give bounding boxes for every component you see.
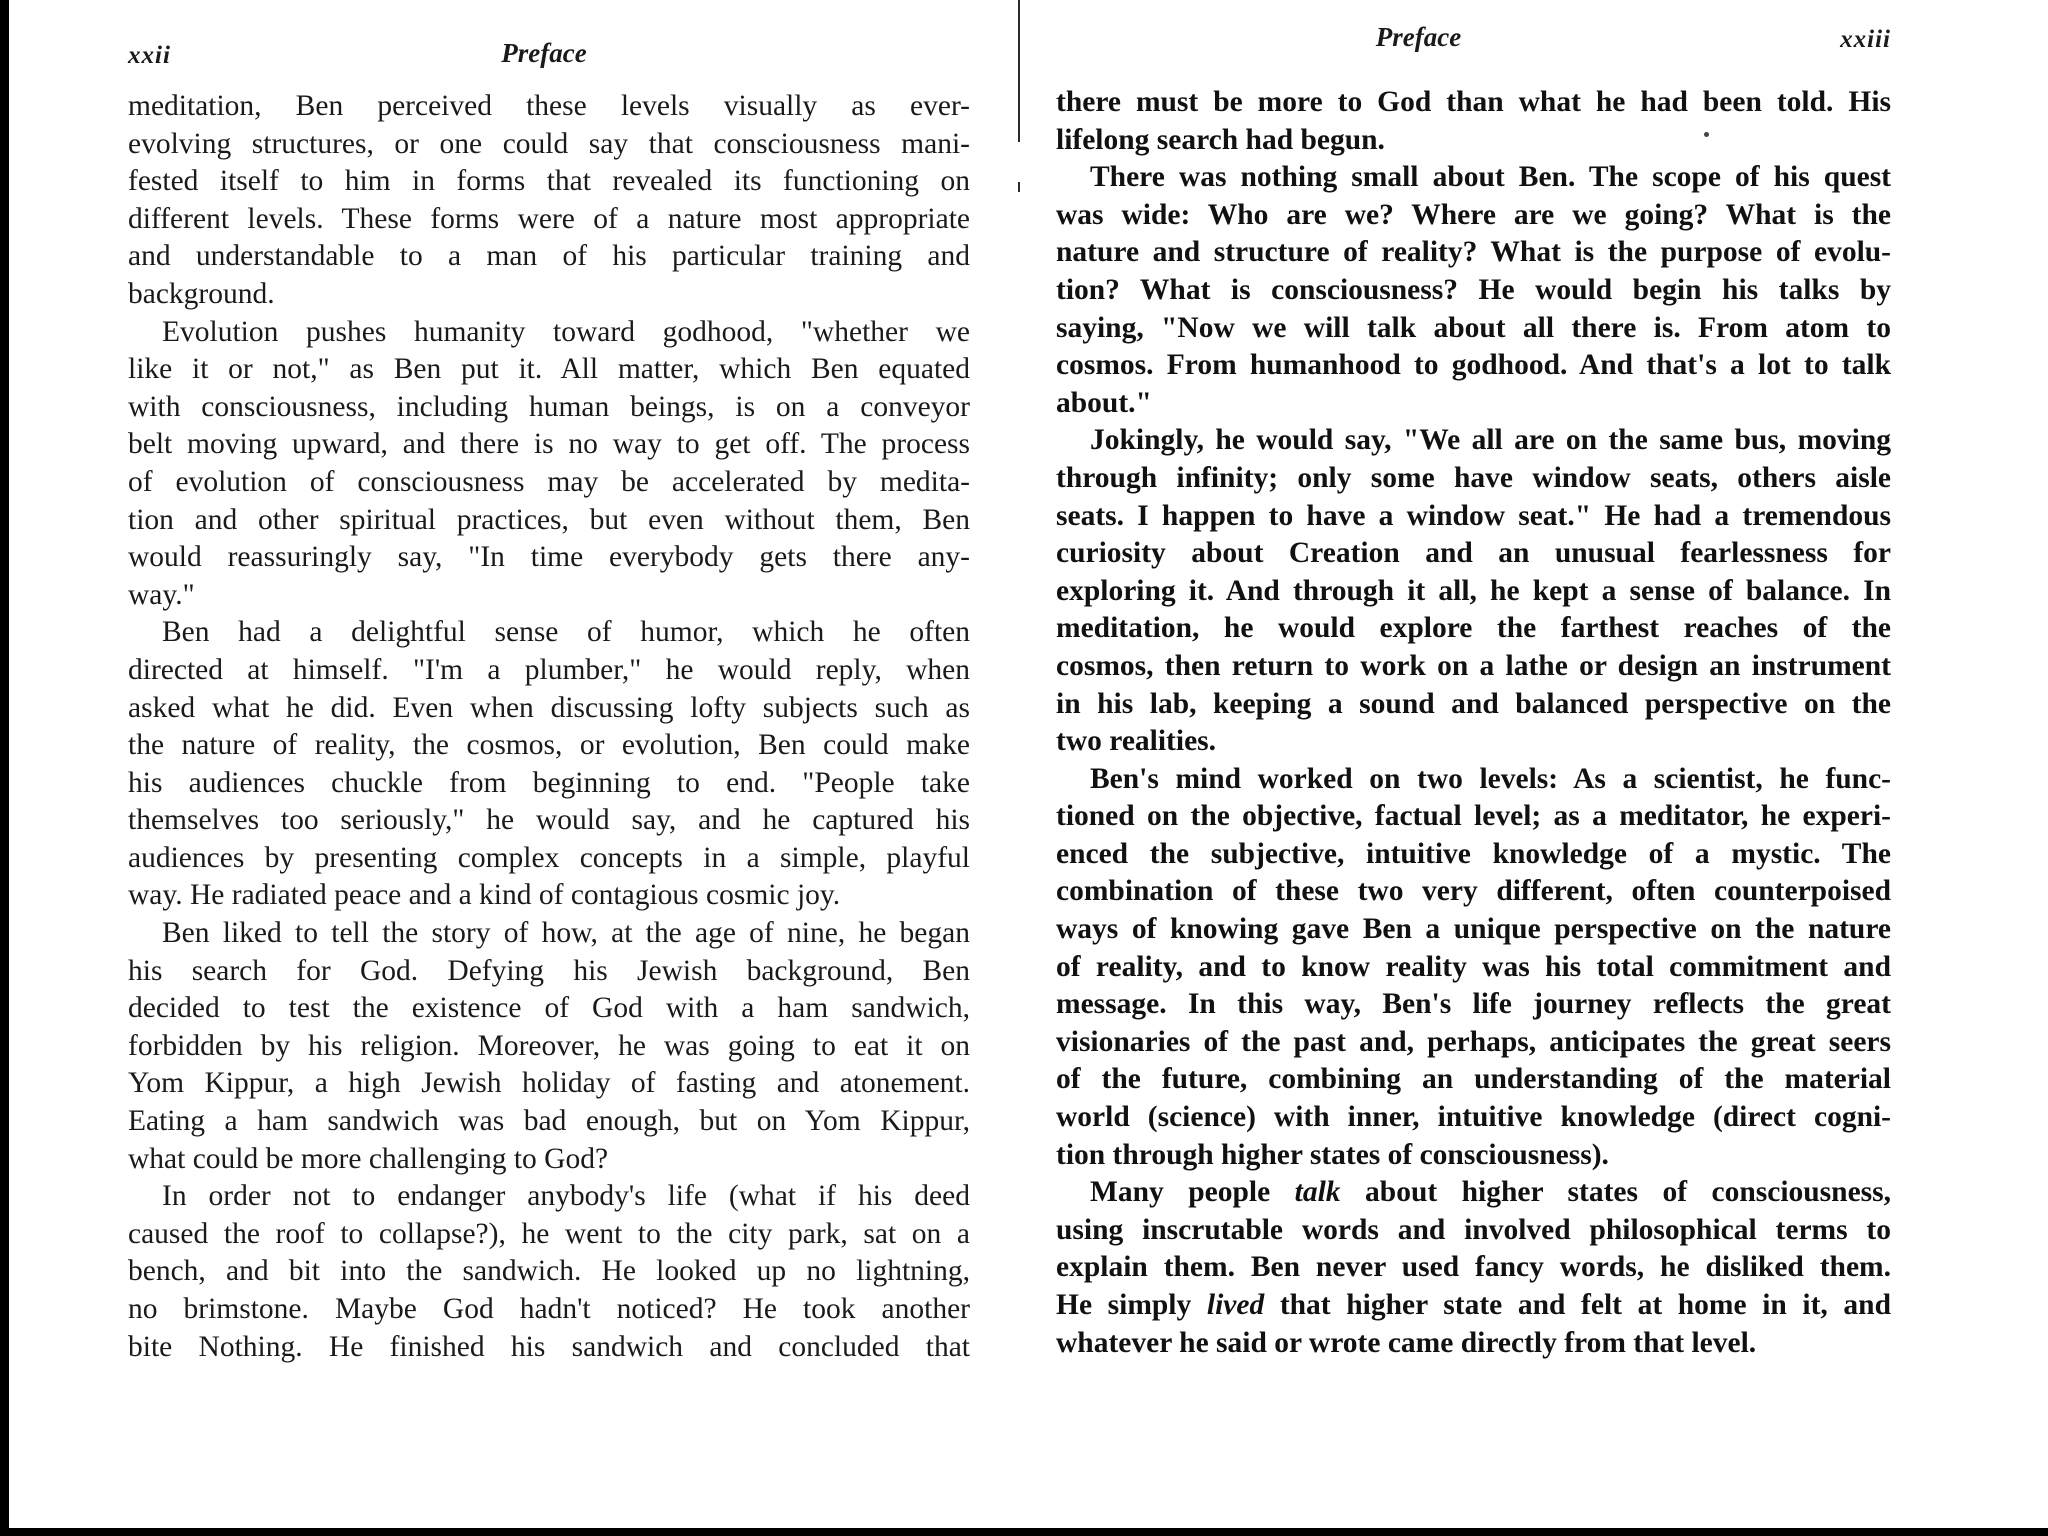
text-line: of the future, combining an understanding of the material — [1056, 1063, 1891, 1096]
text-line: ways of knowing gave Ben a unique perspective on the nature — [1056, 913, 1891, 946]
text-line: curiosity about Creation and an unusual fearlessness for — [1056, 537, 1891, 570]
text-line: In order not to endanger anybody's life (what if his deed — [162, 1180, 970, 1213]
text-line: caused the roof to collapse?), he went to the city park, sat on a — [128, 1217, 970, 1250]
text-line: cosmos, then return to work on a lathe or design an instrument — [1056, 649, 1891, 682]
text-line: way. He radiated peace and a kind of contagious cosmic joy. — [128, 879, 841, 912]
text-line: background. — [128, 277, 275, 310]
text-line: decided to test the existence of God with a ham sandwich, — [128, 992, 970, 1025]
text-line: through infinity; only some have window seats, others aisle — [1056, 461, 1891, 494]
running-head — [1056, 22, 1891, 62]
emphasis: lived — [1206, 1289, 1265, 1321]
text-line: saying, "Now we will talk about all there is. From atom to — [1056, 311, 1891, 344]
text-line: nature and structure of reality? What is the purpose of evolu- — [1056, 236, 1891, 269]
text-line: Ben had a delightful sense of humor, which he often — [162, 616, 970, 649]
text-line: about." — [1056, 386, 1152, 419]
text-line: like it or not," as Ben put it. All matter, which Ben equated — [128, 353, 970, 386]
page-number: xxiii — [1840, 26, 1891, 53]
page-number: xxii — [128, 42, 171, 69]
text-line: explain them. Ben never used fancy words, he disliked them. — [1056, 1251, 1891, 1284]
text-line: whatever he said or wrote came directly from that level. — [1056, 1326, 1757, 1359]
text-line: meditation, Ben perceived these levels visually as ever- — [128, 90, 970, 122]
text-line: meditation, he would explore the farthest reaches of the — [1056, 612, 1891, 645]
text-line: combination of these two very different, often counterpoised — [1056, 875, 1891, 908]
text-line: there must be more to God than what he had been told. His — [1056, 86, 1891, 118]
text-line: in his lab, keeping a sound and balanced perspective on the — [1056, 687, 1891, 720]
text-line: message. In this way, Ben's life journey reflects the great — [1056, 988, 1891, 1021]
text-line: would reassuringly say, "In time everybody gets there any- — [128, 541, 970, 574]
text-line: of evolution of consciousness may be accelerated by medita- — [128, 465, 970, 498]
text-line: world (science) with inner, intuitive knowledge (direct cogni- — [1056, 1101, 1891, 1134]
text-line: forbidden by his religion. Moreover, he was going to eat it on — [128, 1029, 970, 1062]
final-paragraph — [1056, 1174, 1891, 1362]
text-line: his search for God. Defying his Jewish background, Ben — [128, 954, 970, 987]
text-line: tion through higher states of consciousness). — [1056, 1138, 1609, 1171]
text-line: enced the subjective, intuitive knowledge of a mystic. The — [1056, 837, 1891, 870]
gutter-mark — [1018, 182, 1020, 192]
scan-border-left — [0, 0, 9, 1536]
text-line: what could be more challenging to God? — [128, 1142, 609, 1175]
body-text — [1056, 84, 1891, 1174]
text-line: Ben liked to tell the story of how, at the age of nine, he began — [162, 917, 970, 950]
text-line: and understandable to a man of his particular training and — [128, 240, 970, 273]
text-line: Yom Kippur, a high Jewish holiday of fasting and atonement. — [128, 1067, 970, 1100]
text-line: was wide: Who are we? Where are we going? What is the — [1056, 198, 1891, 231]
text-line: lifelong search had begun. — [1056, 123, 1385, 156]
running-head — [128, 38, 970, 78]
body-text — [128, 88, 970, 1366]
text-line: two realities. — [1056, 725, 1217, 758]
text-line: Jokingly, he would say, "We all are on the same bus, moving — [1090, 424, 1891, 457]
text-line: with consciousness, including human beings, is on a conveyor — [128, 390, 970, 423]
text-line: no brimstone. Maybe God hadn't noticed? He took another — [128, 1293, 970, 1325]
text-line: bite Nothing. He finished his sandwich and concluded that — [128, 1330, 970, 1363]
text-line: visionaries of the past and, perhaps, anticipates the great seers — [1056, 1025, 1891, 1058]
text-line: fested itself to him in forms that revealed its functioning on — [128, 165, 970, 198]
text-line: directed at himself. "I'm a plumber," he would reply, when — [128, 653, 970, 686]
text-line: He simply lived that higher state and felt at home in it, and — [1056, 1289, 1891, 1321]
running-head-title: Preface — [501, 38, 587, 68]
text-line: Eating a ham sandwich was bad enough, but on Yom Kippur, — [128, 1105, 970, 1138]
text-line: his audiences chuckle from beginning to end. "People take — [128, 766, 970, 799]
right-page — [1056, 22, 1891, 1362]
text-line: evolving structures, or one could say that consciousness mani- — [128, 127, 970, 160]
text-line: Evolution pushes humanity toward godhood, "whether we — [162, 315, 970, 348]
text-line: way." — [128, 578, 195, 611]
text-line: belt moving upward, and there is no way to get off. The process — [128, 428, 970, 461]
text-line: cosmos. From humanhood to godhood. And that's a lot to talk — [1056, 349, 1891, 382]
emphasis: talk — [1294, 1176, 1341, 1209]
text-line: different levels. These forms were of a nature most appropriate — [128, 202, 970, 235]
text-line: There was nothing small about Ben. The scope of his quest — [1090, 161, 1891, 194]
text-line: asked what he did. Even when discussing lofty subjects such as — [128, 691, 970, 724]
text-line: tion and other spiritual practices, but even without them, Ben — [128, 503, 970, 536]
text-line: exploring it. And through it all, he kept a sense of balance. In — [1056, 574, 1891, 607]
text-line: seats. I happen to have a window seat." He had a tremendous — [1056, 499, 1891, 532]
text-line: audiences by presenting complex concepts in a simple, playful — [128, 841, 970, 874]
text-line: themselves too seriously," he would say, and he captured his — [128, 804, 970, 837]
running-head-title: Preface — [1375, 22, 1462, 52]
text-line: the nature of reality, the cosmos, or evolution, Ben could make — [128, 729, 970, 762]
text-line: using inscrutable words and involved philosophical terms to — [1056, 1213, 1891, 1246]
text-line: Ben's mind worked on two levels: As a scientist, he func- — [1090, 762, 1891, 795]
left-page — [128, 38, 970, 1366]
text-line: Many people talk about higher states of consciousness, — [1090, 1176, 1891, 1209]
scan-border-bottom — [0, 1528, 2048, 1536]
text-line: bench, and bit into the sandwich. He looked up no lightning, — [128, 1255, 970, 1288]
text-line: of reality, and to know reality was his total commitment and — [1056, 950, 1891, 983]
text-line: tion? What is consciousness? He would begin his talks by — [1056, 273, 1891, 306]
text-line: tioned on the objective, factual level; as a meditator, he experi- — [1056, 800, 1891, 833]
